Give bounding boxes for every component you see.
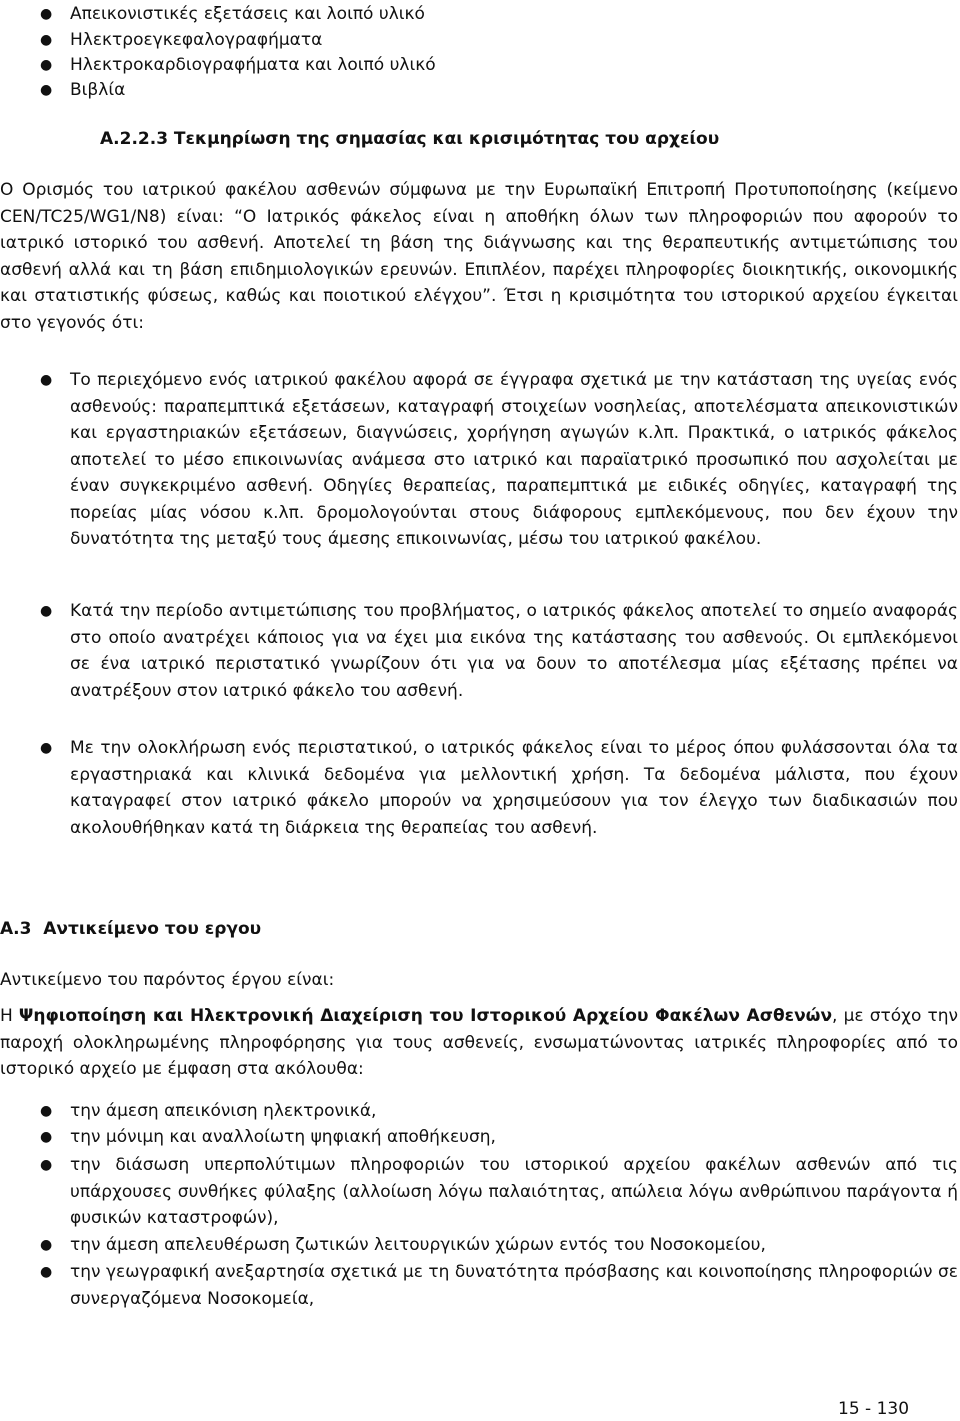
list-item: Το περιεχόμενο ενός ιατρικού φακέλου αφορά σε έγγραφα σχετικά με την κατάσταση της υγείας ενός ασθενούς: παραπεμπτικά εξετάσεων, καταγραφή στοιχείων νοσηλείας, αποτελέσματα απεικονιστικών και εργαστηριακών εξετάσεων, διαγνώσεις, χορήγηση αγωγών κ.λπ. Πρακτικά, ο ιατρικός φάκελος αποτελεί το μέσο επικοινωνίας ανάμεσα στο ιατρικό και παραϊατρικό προσωπικό που ασχολείται με έναν συγκεκριμένο ασθενή. Οδηγίες θεραπείας, παραπεμπτικά με ειδικές οδηγίες, καταγραφή της πορείας μίας νόσου κ.λπ. δρομολογούνται στους διάφορους εμπλεκόμενους, που δεν έχουν την δυνατότητα της μεταξύ τους άμεσης επικοινωνίας, μέσω του ιατρικού φακέλου. [70,370,958,549]
section-heading: Α.2.2.3 Τεκμηρίωση της σημασίας και κρισιμότητας του αρχείου [100,129,720,149]
list-item: την άμεση απελευθέρωση ζωτικών λειτουργικών χώρων εντός του Νοσοκομείου, [70,1235,766,1255]
list-item: Βιβλία [70,80,126,100]
list-item: Ηλεκτροκαρδιογραφήματα και λοιπό υλικό [70,55,436,75]
intro-text-part1: Ο Ορισμός του ιατρικού φακέλου ασθενών σύμφωνα με την Ευρωπαϊκή Επιτροπή Προτυποποίησης (κείμενο CEN/TC25/WG1/N8) είναι: “Ο Ιατρικός φάκελος είναι η αποθήκη όλων των πληροφοριών που αφορούν το ιατρικό ιστορικό του ασθενή. [0,180,958,253]
bullet-icon: ● [40,82,53,98]
section-heading: Α.3 Αντικείμενο του εργου [0,919,262,939]
section-intro: Αντικείμενο του παρόντος έργου είναι: [0,970,335,990]
bullet-icon: ● [40,740,53,756]
list-item: Απεικονιστικές εξετάσεις και λοιπό υλικό [70,4,425,24]
list-item: την διάσωση υπερπολύτιμων πληροφοριών του ιστορικού αρχείου φακέλων ασθενών από τις υπάρχουσες συνθήκες φύλαξης (αλλοίωση λόγω παλαιότητας, απώλεια λόγω ανθρώπινου παράγοντα ή φυσικών καταστροφών), [70,1155,958,1228]
objective-lead: Η [0,1006,19,1026]
objective-paragraph [0,1003,958,1083]
objective-rest: , με στόχο την παροχή ολοκληρωμένης πληροφόρησης για τους ασθενείς, ενσωματώνοντας ιατρικές πληροφορίες από το ιστορικό αρχείο με έμφαση στα ακόλουθα: [0,1006,958,1079]
list-item: την μόνιμη και αναλλοίωτη ψηφιακή αποθήκευση, [70,1127,496,1147]
bullet-icon: ● [40,1129,53,1145]
list-item: Ηλεκτροεγκεφαλογραφήματα [70,30,323,50]
bullet-icon: ● [40,1103,53,1119]
bullet-icon: ● [40,603,53,619]
bullet-icon: ● [40,6,53,22]
bullet-icon: ● [40,1237,53,1253]
list-item: Κατά την περίοδο αντιμετώπισης του προβλήματος, ο ιατρικός φάκελος αποτελεί το σημείο αναφοράς στο οποίο ανατρέχει κάποιος για να έχει μια εικόνα της κατάστασης του ασθενούς. Οι εμπλεκόμενοι σε ένα ιατρικό περιστατικό γνωρίζουν ότι για να δουν το αποτέλεσμα μίας εξέτασης πρέπει να ανατρέξουν στον ιατρικό φάκελο του ασθενή. [70,601,958,701]
bullet-icon: ● [40,57,53,73]
bullet-icon: ● [40,1157,53,1173]
list-item: Με την ολοκλήρωση ενός περιστατικού, ο ιατρικός φάκελος είναι το μέρος όπου φυλάσσονται όλα τα εργαστηριακά και κλινικά δεδομένα για μελλοντική χρήση. Τα δεδομένα μάλιστα, που έχουν καταγραφεί στον ιατρικό φάκελο μπορούν να χρησιμεύσουν για τον έλεγχο των διαδικασιών που ακολουθήθηκαν κατά τη διάρκεια της θεραπείας του ασθενή. [70,738,958,838]
list-item: την άμεση απεικόνιση ηλεκτρονικά, [70,1101,377,1121]
objective-title: Ψηφιοποίηση και Ηλεκτρονική Διαχείριση του Ιστορικού Αρχείου Φακέλων Ασθενών [18,1006,833,1026]
list-item: την γεωγραφική ανεξαρτησία σχετικά με τη δυνατότητα πρόσβασης και κοινοποίησης πληροφοριών σε συνεργαζόμενα Νοσοκομεία, [70,1262,958,1309]
intro-text-part2: Αποτελεί τη βάση της διάγνωσης και της θεραπευτικής αντιμετώπισης του ασθενή αλλά και τη βάση επιδημιολογικών ερευνών. Επιπλέον, παρέχει πληροφορίες διοικητικής, οικονομικής και στατιστικής φύσεως, καθώς και ποιοτικού ελέγχου”. Έτσι η κρισιμότητα του ιστορικού αρχείου έγκειται στο γεγονός ότι: [0,233,958,333]
page-number: 15 - 130 [838,1399,910,1419]
bullet-icon: ● [40,372,53,388]
bullet-icon: ● [40,32,53,48]
intro-paragraph [0,177,958,336]
bullet-icon: ● [40,1264,53,1280]
